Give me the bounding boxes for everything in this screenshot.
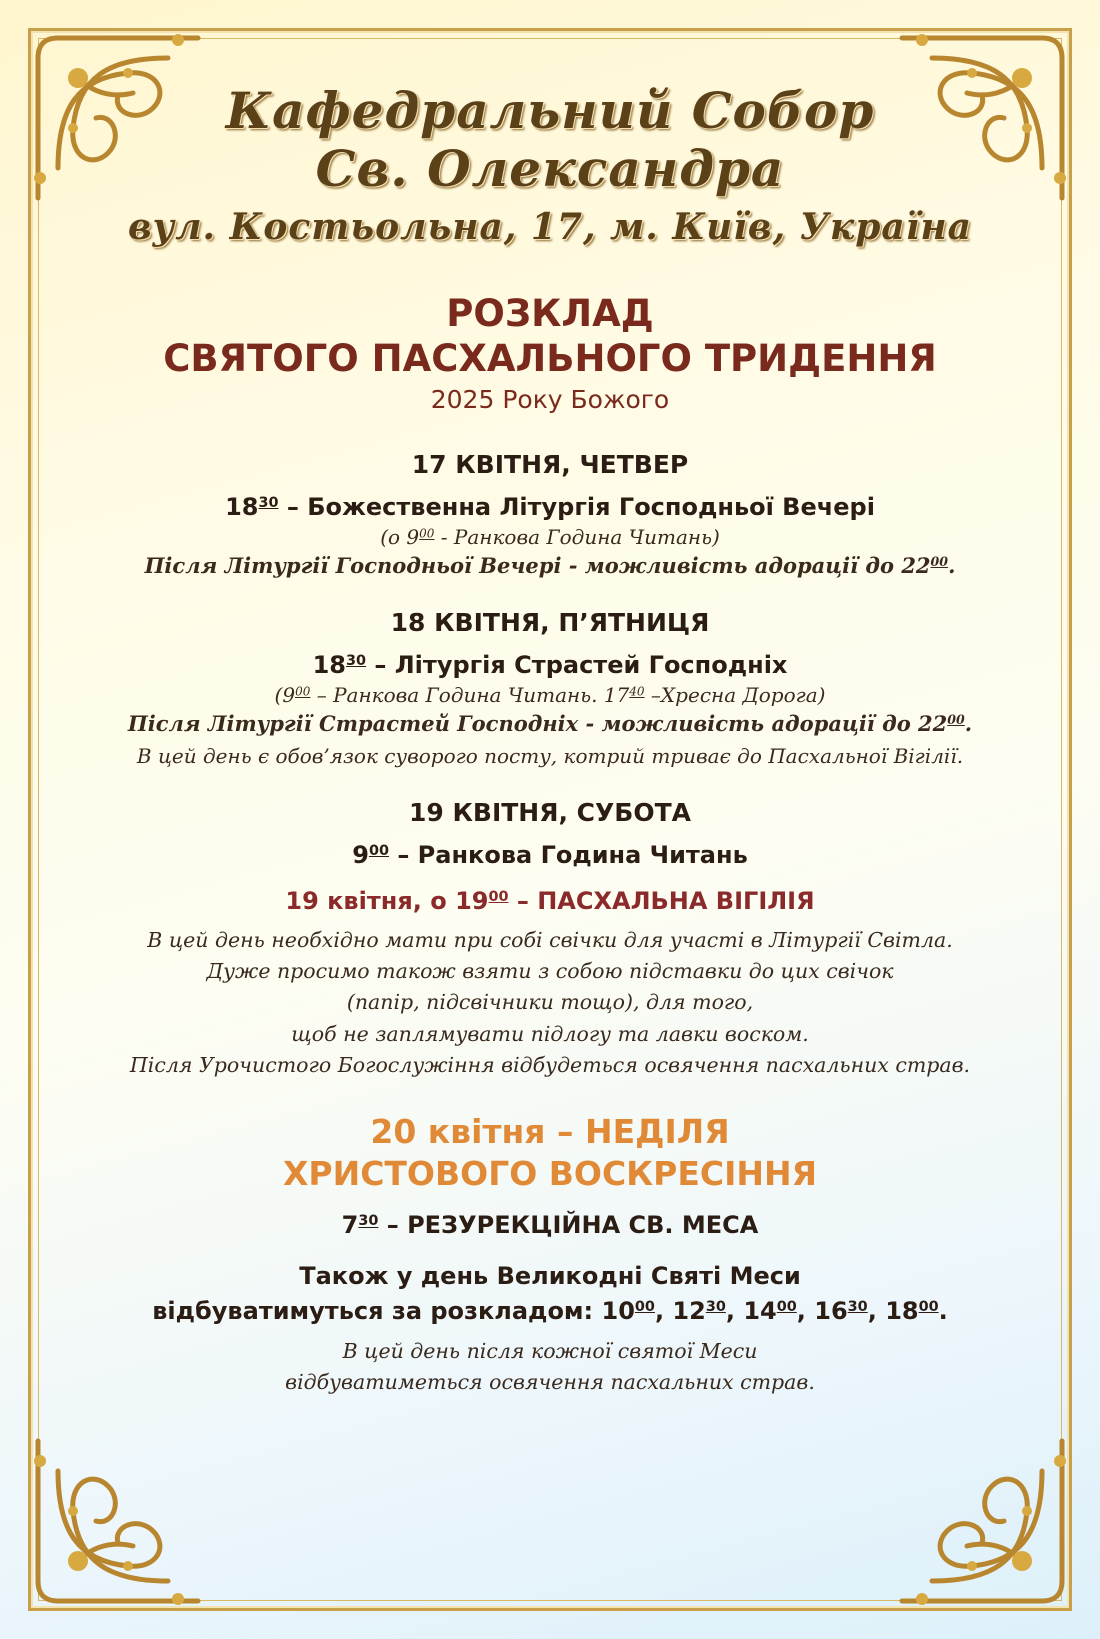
- schedule-title: [70, 292, 1030, 381]
- sunday-title-line1: 20 квітня – НЕДІЛЯ: [370, 1111, 730, 1151]
- friday-note-morning: [70, 683, 1030, 707]
- mass-time: [672, 1297, 725, 1325]
- thursday-heading: 17 КВІТНЯ, ЧЕТВЕР: [411, 450, 689, 480]
- time-minutes: 30: [705, 1298, 726, 1315]
- time-minutes: 00: [419, 526, 435, 541]
- masses-line2: відбуватимуться за розкладом: $10^{00}$, $12^{30}$, $14^{00}$, $16^{30}$, $18^{00}$.: [152, 1296, 948, 1325]
- sunday-service: [70, 1211, 1030, 1239]
- note-text: (о 9: [380, 525, 420, 550]
- schedule-title-line1: РОЗКЛАД: [446, 292, 654, 336]
- time-minutes: 00: [776, 1298, 797, 1315]
- blessing-line1: В цей день після кожної святої Меси: [342, 1338, 758, 1363]
- blessing-line2: відбуватиметься освячення пасхальних страв.: [285, 1369, 815, 1394]
- time-minutes: 30: [358, 1213, 379, 1230]
- schedule-year: 2025 Року Божого: [430, 385, 670, 415]
- time-hour: 10: [601, 1296, 635, 1325]
- vigil-note-line: (папір, підсвічники тощо), для того,: [346, 990, 754, 1015]
- masses-line1: Також у день Великодні Святі Меси: [299, 1262, 801, 1291]
- note-text: Після Літургії Господньої Вечері - можливість адорації до 22: [144, 553, 931, 579]
- sunday-masses: [70, 1259, 1030, 1327]
- time-minutes: 00: [488, 889, 509, 906]
- sunday-title-line2: ХРИСТОВОГО ВОСКРЕСІННЯ: [282, 1154, 818, 1194]
- ornament-corner-bottom-right-icon: [892, 1431, 1082, 1621]
- saturday-service: [70, 841, 1030, 869]
- friday-note-adoration: [70, 711, 1030, 736]
- time-minutes: 00: [947, 712, 965, 728]
- time-hour: 18: [312, 651, 346, 680]
- vigil-title: – ПАСХАЛЬНА ВІГІЛІЯ: [508, 887, 815, 916]
- time-hour: 9: [352, 841, 369, 870]
- time-minutes: 40: [629, 684, 645, 699]
- time-minutes: 00: [918, 1298, 939, 1315]
- friday-note-fast: В цей день є обов’язок суворого посту, котрий триває до Пасхальної Вігілії.: [136, 744, 964, 769]
- service-text: – Літургія Страстей Господніх: [366, 651, 788, 680]
- content: [70, 60, 1030, 1398]
- time-minutes: 30: [258, 495, 279, 512]
- sunday-blessing-note: [70, 1336, 1030, 1398]
- mass-time: [743, 1297, 796, 1325]
- mass-time: [602, 1297, 655, 1325]
- vigil-note-line: Дуже просимо також взяти з собою підставки до цих свічок: [206, 959, 894, 984]
- thursday-note-adoration: [70, 553, 1030, 578]
- friday-service: [70, 651, 1030, 679]
- easter-vigil: [70, 887, 1030, 915]
- vigil-note-line: В цей день необхідно мати при собі свічки для участі в Літургії Світла.: [147, 928, 953, 953]
- time-minutes: 00: [368, 843, 389, 860]
- service-text: – Божественна Літургія Господньої Вечері: [278, 493, 875, 522]
- cathedral-saint: Св. Олександра: [315, 138, 785, 198]
- time-minutes: 00: [930, 554, 949, 570]
- mass-time: [885, 1297, 938, 1325]
- sunday-title: [70, 1111, 1030, 1195]
- note-text: Після Літургії Страстей Господніх - можливість адорації до 22: [127, 711, 948, 737]
- note-text: - Ранкова Година Читань): [434, 525, 720, 550]
- note-text: .: [948, 553, 956, 579]
- friday-heading: 18 КВІТНЯ, П’ЯТНИЦЯ: [390, 608, 710, 638]
- time-minutes: 30: [346, 653, 367, 670]
- time-hour: 16: [814, 1296, 848, 1325]
- service-text: – РЕЗУРЕКЦІЙНА СВ. МЕСА: [378, 1211, 759, 1240]
- time-hour: 18: [225, 493, 259, 522]
- masses-intro: відбуватимуться за розкладом:: [152, 1296, 602, 1325]
- saturday-heading: 19 КВІТНЯ, СУБОТА: [408, 798, 692, 828]
- service-text: – Ранкова Година Читань: [388, 841, 748, 870]
- time-hour: 7: [341, 1211, 359, 1240]
- vigil-note-line: Після Урочистого Богослужіння відбудеться освячення пасхальних страв.: [129, 1052, 971, 1077]
- time-hour: 14: [743, 1296, 777, 1325]
- thursday-service: [70, 493, 1030, 521]
- vigil-note-line: щоб не заплямувати підлогу та лавки воском.: [291, 1021, 809, 1046]
- thursday-note-morning: [70, 525, 1030, 549]
- vigil-date: 19 квітня, о 19: [285, 887, 489, 916]
- note-text: –Хресна Дорога): [644, 683, 826, 708]
- note-text: – Ранкова Година Читань. 17: [310, 683, 630, 708]
- time-minutes: 30: [847, 1298, 868, 1315]
- time-hour: 12: [672, 1296, 706, 1325]
- mass-time: [814, 1297, 867, 1325]
- cathedral-address: вул. Костьольна, 17, м. Київ, Україна: [128, 206, 972, 248]
- vigil-notes: [70, 925, 1030, 1081]
- ornament-corner-bottom-left-icon: [18, 1431, 208, 1621]
- note-text: .: [964, 711, 973, 737]
- time-hour: 18: [885, 1296, 919, 1325]
- schedule-title-line2: СВЯТОГО ПАСХАЛЬНОГО ТРИДЕННЯ: [163, 336, 937, 380]
- time-minutes: 00: [634, 1298, 655, 1315]
- note-text: (9: [274, 683, 296, 708]
- time-minutes: 00: [295, 684, 311, 699]
- cathedral-name: Кафедральний Собор: [225, 81, 875, 140]
